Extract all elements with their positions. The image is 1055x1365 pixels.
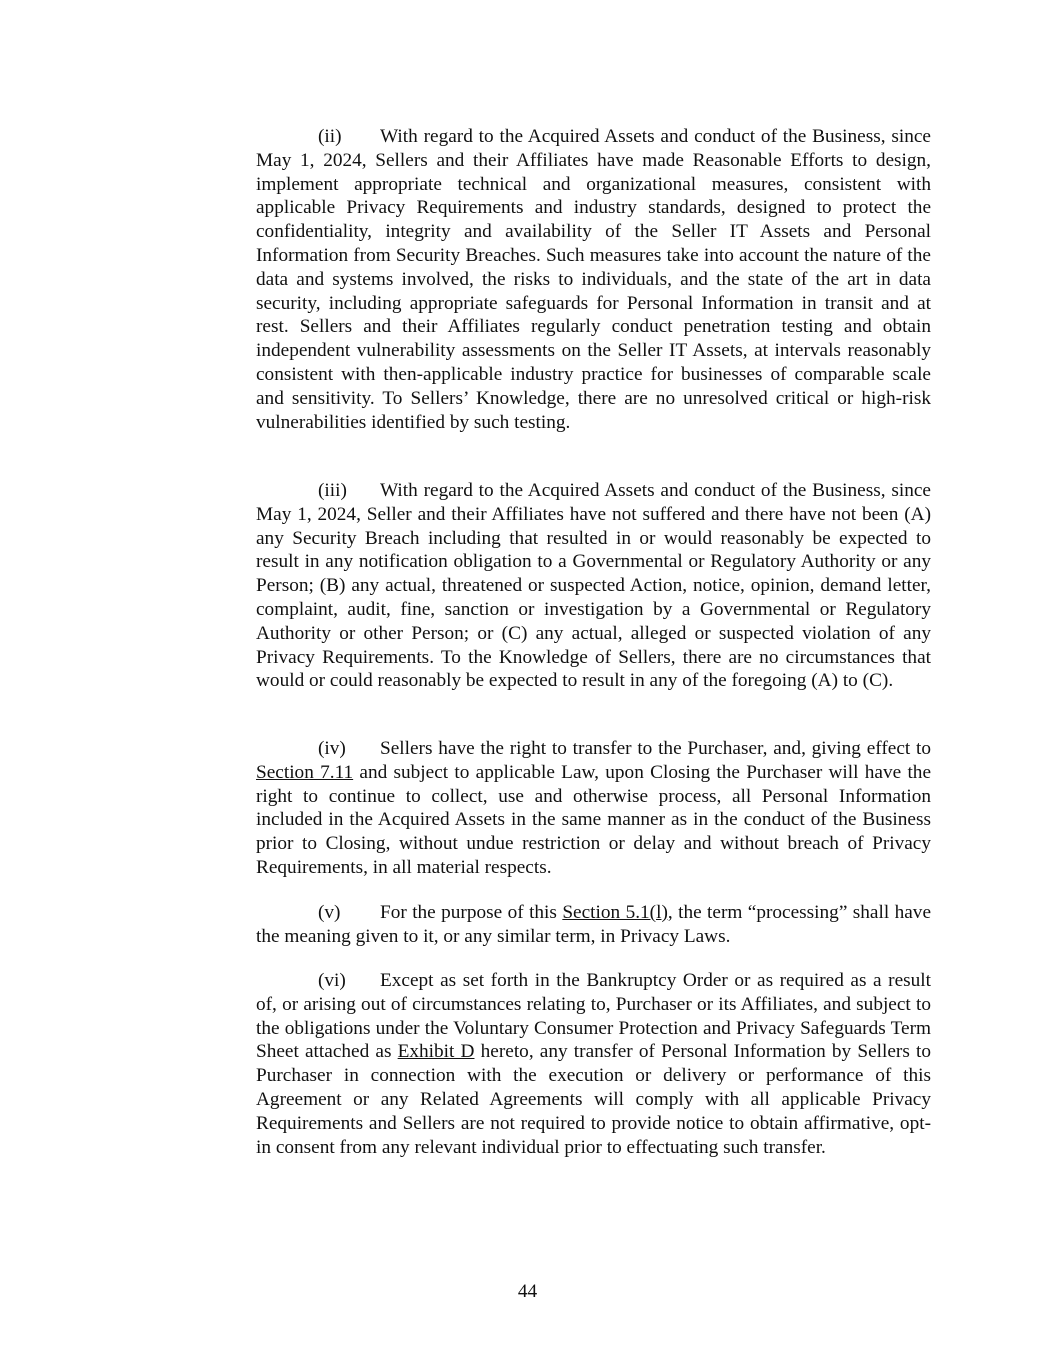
paragraph-number: (iv) <box>318 738 346 759</box>
paragraph-vi <box>256 969 931 1159</box>
paragraph-number: (iii) <box>318 480 347 501</box>
paragraph-text: Sellers have the right to transfer to the Purchaser, and, giving effect to <box>380 738 931 759</box>
exhibit-reference-link[interactable]: Exhibit D <box>397 1041 475 1063</box>
paragraph-text: With regard to the Acquired Assets and conduct of the Business, since May 1, 2024, Sellers and their Affiliates have made Reasonable Efforts to design, implement appropriate technical and organizational measures, consistent with applicable Privacy Requirements and industry standards, designed to protect the confidentiality, integrity and availability of the Seller IT Assets and Personal Information from Security Breaches. Such measures take into account the nature of the data and systems involved, the risks to individuals, and the state of the art in data security, including appropriate safeguards for Personal Information in transit and at rest. Sellers and their Affiliates regularly conduct penetration testing and obtain independent vulnerability assessments on the Seller IT Assets, at intervals reasonably consistent with then-applicable industry practice for businesses of comparable scale and sensitivity. To Sellers’ Knowledge, there are no unresolved critical or high-risk vulnerabilities identified by such testing. <box>256 126 931 433</box>
paragraph-number: (ii) <box>318 126 342 147</box>
section-reference-link[interactable]: Section 5.1(l) <box>562 902 668 923</box>
paragraph-iv <box>256 737 931 880</box>
paragraph-text: For the purpose of this <box>380 902 563 923</box>
paragraph-text: and subject to applicable Law, upon Closing the Purchaser will have the right to continue to collect, use and otherwise process, all Personal Information included in the Acquired Assets in the same manner as in the conduct of the Business prior to Closing, without undue restriction or delay and without breach of Privacy Requirements, in all material respects. <box>256 761 931 878</box>
paragraph-iii <box>256 479 931 693</box>
paragraph-number: (vi) <box>318 970 346 991</box>
paragraph-ii <box>256 125 931 434</box>
paragraph-v <box>256 901 931 949</box>
paragraph-text: Except as set forth in the Bankruptcy Order or as required as a result of, or arising out of circumstances relating to, Purchaser or its Affiliates, and subject to the obligations under the Voluntary Consumer Protection and Privacy Safeguards Term Sheet attached as <box>256 970 931 1063</box>
paragraph-text: hereto, any transfer of Personal Information by Sellers to Purchaser in connection with the execution or delivery or performance of this Agreement or any Related Agreements will comply with all applicable Privacy Requirements and Sellers are not required to provide notice to obtain affirmative, opt-in consent from any relevant individual prior to effectuating such transfer. <box>256 1041 931 1158</box>
paragraph-number: (v) <box>318 902 341 923</box>
section-reference-link[interactable]: Section 7.11 <box>256 761 354 783</box>
page-number: 44 <box>517 1281 538 1302</box>
paragraph-text: With regard to the Acquired Assets and conduct of the Business, since May 1, 2024, Seller and their Affiliates have not suffered and there have not been (A) any Security Breach including that resulted in or would reasonably be expected to result in any notification obligation to a Governmental or Regulatory Authority or any Person; (B) any actual, threatened or suspected Action, notice, opinion, demand letter, complaint, audit, fine, sanction or investigation by a Governmental or Regulatory Authority or other Person; or (C) any actual, alleged or suspected violation of any Privacy Requirements. To the Knowledge of Sellers, there are no circumstances that would or could reasonably be expected to result in any of the foregoing (A) to (C). <box>256 480 931 692</box>
paragraph-text: , the term “processing” shall have the meaning given to it, or any similar term, in Privacy Laws. <box>256 902 931 947</box>
